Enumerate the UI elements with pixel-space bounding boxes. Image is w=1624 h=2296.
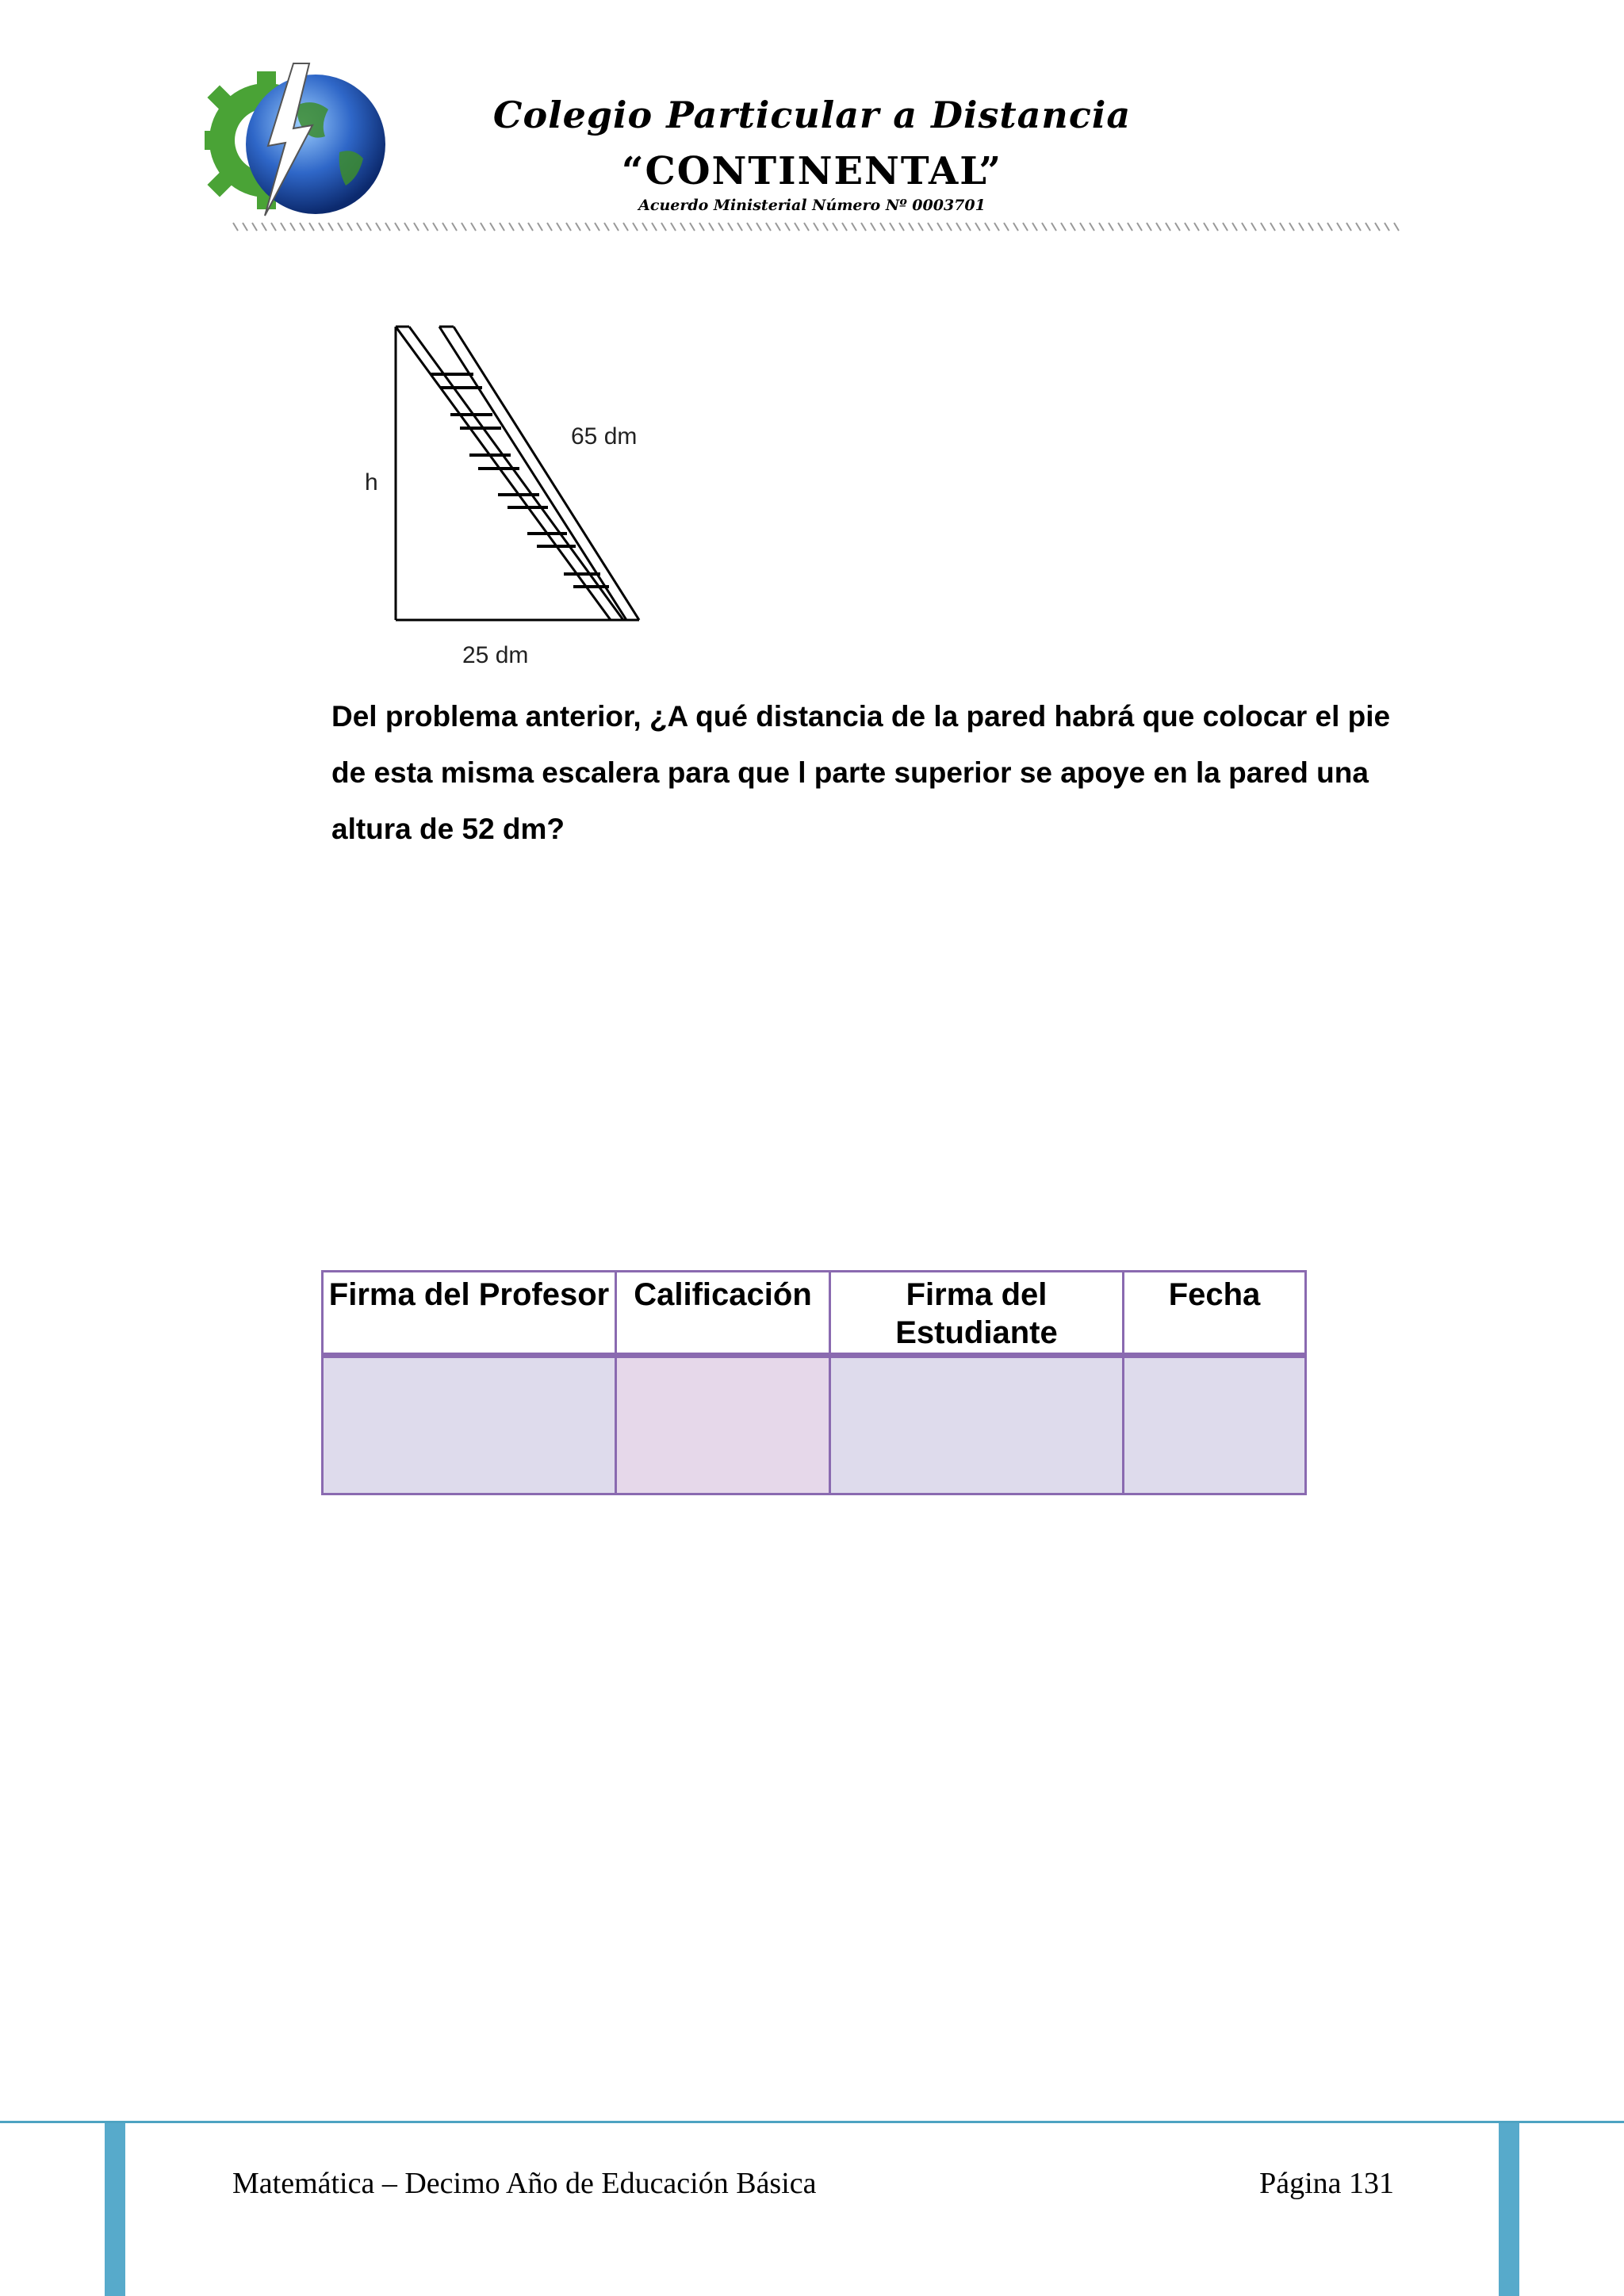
teacher-signature-cell[interactable] xyxy=(323,1356,616,1494)
ministerial-accord: Acuerdo Ministerial Número Nº 0003701 xyxy=(638,197,986,214)
school-name: Colegio Particular a Distancia xyxy=(492,94,1132,136)
header-grade: Calificación xyxy=(616,1272,830,1356)
ladder-length-label: 65 dm xyxy=(571,423,638,450)
grade-table-row xyxy=(323,1356,1306,1494)
footer-divider xyxy=(0,2121,1624,2123)
footer-bar-right xyxy=(1499,2123,1519,2296)
grade-table xyxy=(321,1270,1307,1495)
header-student-signature: Firma del Estudiante xyxy=(830,1272,1124,1356)
header-divider xyxy=(232,220,1402,233)
footer-bar-left xyxy=(105,2123,125,2296)
grade-cell[interactable] xyxy=(616,1356,830,1494)
ladder-rail-right xyxy=(439,327,626,620)
base-length-label: 25 dm xyxy=(462,642,529,668)
header-teacher-signature: Firma del Profesor xyxy=(323,1272,616,1356)
student-signature-cell[interactable] xyxy=(830,1356,1124,1494)
grade-table-header xyxy=(323,1272,1306,1356)
school-brand: “CONTINENTAL” xyxy=(621,149,1003,193)
page-number: Página 131 xyxy=(1259,2167,1394,2200)
problem-statement: Del problema anterior, ¿A qué distancia de la pared habrá que colocar el pie de esta misma escalera para que l parte superior se apoye en la pared una altura de 52 dm? xyxy=(331,700,1391,845)
height-label: h xyxy=(365,469,378,496)
header-date: Fecha xyxy=(1124,1272,1306,1356)
footer-subject: Matemática – Decimo Año de Educación Básica xyxy=(232,2167,817,2200)
ladder-figure xyxy=(349,309,666,674)
date-cell[interactable] xyxy=(1124,1356,1306,1494)
ladder-rail-left xyxy=(396,327,611,620)
